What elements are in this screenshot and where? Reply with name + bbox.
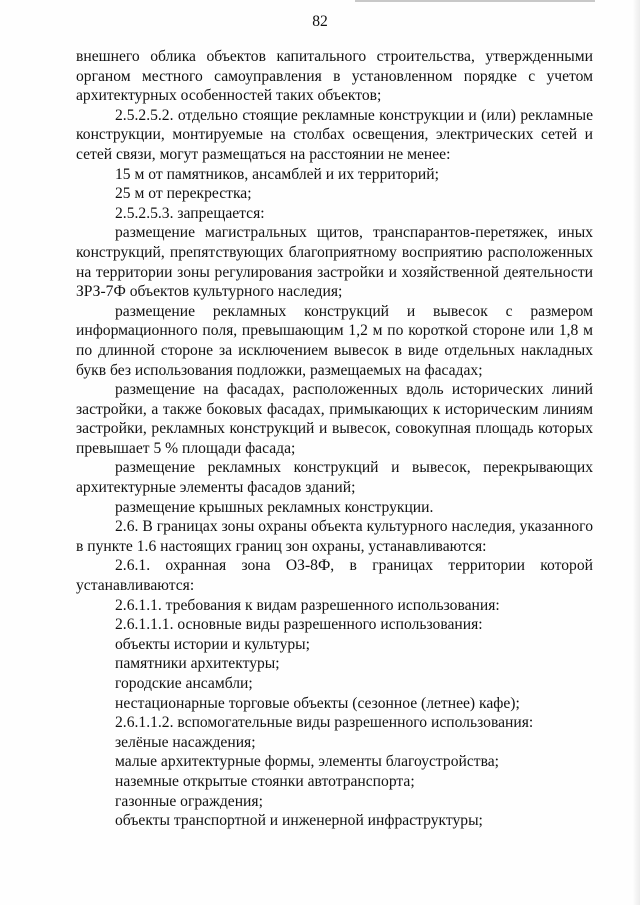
- paragraph-2-6: 2.6. В границах зоны охраны объекта культурного наследия, указанного в пункте 1.6 настоящих границ зон охраны, устанавливаются:: [76, 518, 593, 555]
- list-item: газонные ограждения;: [115, 792, 263, 810]
- paragraph-2-6-1: 2.6.1. охранная зона ОЗ-8Ф, в границах территории которой устанавливаются:: [76, 557, 593, 595]
- list-item: объекты транспортной и инженерной инфраструктуры;: [115, 812, 483, 830]
- paragraph-2-6-1-1-1: 2.6.1.1.1. основные виды разрешенного использования:: [115, 616, 483, 634]
- scan-edge-right: [632, 0, 640, 905]
- paragraph-prohibition-size: размещение рекламных конструкций и вывесок с размером информационного поля, превышающим 1,2 м по короткой стороне или 1,8 м по длинной стороне за исключением вывесок в виде отдельных накладных букв без использования подложки, размещаемых на фасадах;: [76, 302, 593, 379]
- paragraph-2-6-1-1: 2.6.1.1. требования к видам разрешенного использования:: [115, 596, 500, 614]
- list-item: нестационарные торговые объекты (сезонное (летнее) кафе);: [115, 694, 520, 712]
- paragraph-distance-crossroad: 25 м от перекрестка;: [115, 185, 252, 203]
- paragraph-2-6-1-1-2: 2.6.1.1.2. вспомогательные виды разрешенного использования:: [115, 714, 534, 732]
- paragraph-continuation: внешнего облика объектов капитального строительства, утвержденными органом местного самоуправления в установленном порядке с учетом архитектурных особенностей таких объектов;: [76, 48, 593, 105]
- paragraph-2-5-2-5-3: 2.5.2.5.3. запрещается:: [115, 204, 265, 222]
- list-item: наземные открытые стоянки автотранспорта;: [115, 772, 415, 790]
- page-number: 82: [312, 13, 328, 30]
- list-item: памятники архитектуры;: [115, 655, 280, 673]
- paragraph-distance-monuments: 15 м от памятников, ансамблей и их территорий;: [115, 165, 439, 183]
- paragraph-prohibition-facades: размещение на фасадах, расположенных вдоль исторических линий застройки, а также боковых фасадах, примыкающих к историческим линиям застройки, рекламных конструкций и вывесок, совокупная площадь которых превышает 5 % площади фасада;: [76, 381, 593, 457]
- paragraph-prohibition-roof: размещение крышных рекламных конструкции.: [115, 498, 434, 516]
- paragraph-2-5-2-5-2: 2.5.2.5.2. отдельно стоящие рекламные конструкции и (или) рекламные конструкции, монтируемые на столбах освещения, электрических сетей и сетей связи, могут размещаться на расстоянии не менее:: [76, 106, 593, 163]
- list-item: малые архитектурные формы, элементы благоустройства;: [115, 753, 500, 771]
- scan-edge-top: [355, 0, 595, 2]
- paragraph-prohibition-billboards: размещение магистральных щитов, транспарантов-перетяжек, иных конструкций, препятствующих благоприятному восприятию расположенных на территории зоны регулирования застройки и хозяйственной деятельности ЗРЗ-7Ф объектов культурного наследия;: [76, 224, 593, 301]
- list-item: городские ансамбли;: [115, 675, 253, 692]
- paragraph-prohibition-overlap: размещение рекламных конструкций и вывесок, перекрывающих архитектурные элементы фасадов зданий;: [76, 459, 593, 497]
- document-body: [76, 47, 593, 831]
- list-item: зелёные насаждения;: [115, 733, 256, 751]
- list-item: объекты истории и культуры;: [115, 635, 310, 653]
